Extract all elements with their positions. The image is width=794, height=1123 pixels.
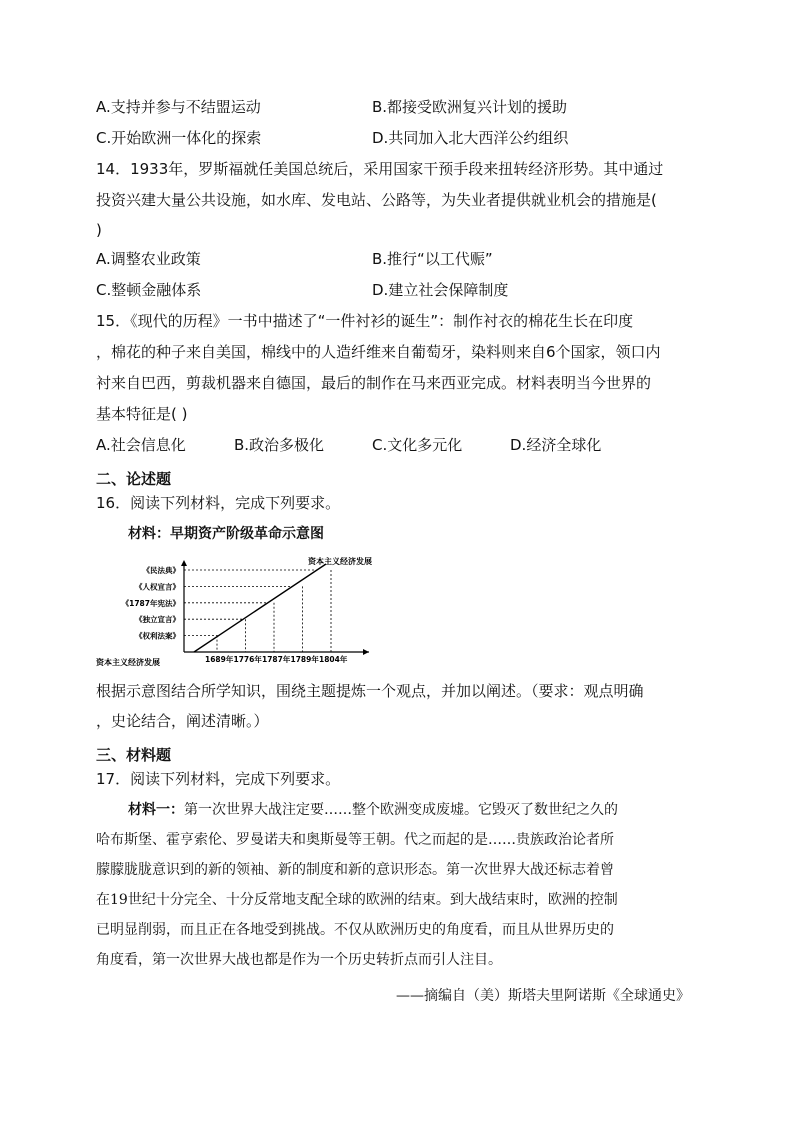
q13-option-b: B.都接受欧洲复兴计划的援助: [372, 98, 568, 116]
q17-material-line: 在19世纪十分完全、十分反常地支配全球的欧洲的结束。到大战结束时，欧洲的控制: [96, 892, 618, 908]
x-tick-label: 1787年: [262, 655, 291, 664]
y-category-label: 《权利法案》: [135, 631, 180, 641]
section-heading: 三、材料题: [96, 746, 172, 764]
q14-stem-line: 14．1933年，罗斯福就任美国总统后，采用国家干预手段来扭转经济形势。其中通过: [96, 160, 664, 178]
trend-line: [194, 564, 326, 652]
q15-option-b: B.政治多极化: [234, 436, 325, 454]
q15-option-a: A.社会信息化: [96, 436, 186, 454]
q13-option-a: A.支持并参与不结盟运动: [96, 98, 261, 116]
q16-stem: 16．阅读下列材料，完成下列要求。: [96, 494, 341, 512]
q13-option-c: C.开始欧洲一体化的探索: [96, 129, 262, 147]
y-category-label: 《独立宣言》: [135, 615, 180, 625]
y-category-label: 《人权宣言》: [135, 582, 180, 592]
x-axis-arrow: [363, 649, 369, 655]
q15-stem-line: 衬来自巴西，剪裁机器来自德国，最后的制作在马来西亚完成。材料表明当今世界的: [96, 374, 652, 392]
q14-stem-line: ): [96, 221, 102, 239]
q14-option-c: C.整顿金融体系: [96, 281, 202, 299]
section-heading: 二、论述题: [96, 470, 172, 488]
q17-material-line: 已明显削弱，而且正在各地受到挑战。不仅从欧洲历史的角度看，而且从世界历史的: [96, 922, 614, 938]
q14-option-a: A.调整农业政策: [96, 250, 201, 268]
q16-material-label: 材料：早期资产阶级革命示意图: [128, 526, 324, 542]
y-category-label: 《1787年宪法》: [121, 598, 180, 608]
y-category-label: 《民法典》: [142, 566, 180, 575]
x-tick-label: 1804年: [319, 655, 348, 664]
q17-stem: 17．阅读下列材料，完成下列要求。: [96, 770, 341, 788]
y-axis-arrow: [181, 560, 187, 566]
q16-requirement-line: ，史论结合，阐述清晰。）: [96, 712, 269, 730]
x-tick-label: 1689年: [205, 655, 234, 664]
q16-requirement-line: 根据示意图结合所学知识，围绕主题提炼一个观点，并加以阐述。（要求：观点明确: [96, 682, 644, 700]
q17-material-line: 角度看，第一次世界大战也都是作为一个历史转折点而引人注目。: [96, 952, 502, 968]
q17-material-line: 哈布斯堡、霍亨索伦、罗曼诺夫和奥斯曼等王朝。代之而起的是……贵族政治论者所: [96, 832, 614, 848]
q15-stem-line: 基本特征是( ): [96, 405, 188, 423]
q17-material-line: 朦朦胧胧意识到的新的领袖、新的制度和新的意识形态。第一次世界大战还标志着曾: [96, 862, 614, 878]
y-axis-label: 资本主义经济发展: [308, 557, 372, 566]
q13-option-d: D.共同加入北大西洋公约组织: [372, 129, 569, 147]
q17-material-label: 材料一：: [128, 802, 184, 818]
revolution-diagram: [94, 552, 394, 672]
q14-option-d: D.建立社会保障制度: [372, 281, 509, 299]
q15-option-d: D.经济全球化: [510, 436, 602, 454]
q17-material-text: 第一次世界大战注定要……整个欧洲变成废墟。它毁灭了数世纪之久的: [184, 802, 618, 818]
q14-option-b: B.推行“以工代赈”: [372, 250, 493, 268]
q17-source: ——摘编自（美）斯塔夫里阿诺斯《全球通史》: [396, 988, 690, 1004]
x-tick-label: 1789年: [290, 655, 319, 664]
x-tick-label: 1776年: [233, 655, 262, 664]
x-axis-label: 资本主义经济发展: [96, 658, 160, 667]
q15-option-c: C.文化多元化: [372, 436, 463, 454]
q17-material-line: [128, 800, 618, 820]
q15-stem-line: 15．《现代的历程》一书中描述了“一件衬衫的诞生”：制作衬衣的棉花生长在印度: [96, 312, 634, 330]
q15-stem-line: ，棉花的种子来自美国，棉线中的人造纤维来自葡萄牙，染料则来自6个国家，领口内: [96, 343, 661, 361]
q14-stem-line: 投资兴建大量公共设施，如水库、发电站、公路等，为失业者提供就业机会的措施是(: [96, 191, 657, 209]
